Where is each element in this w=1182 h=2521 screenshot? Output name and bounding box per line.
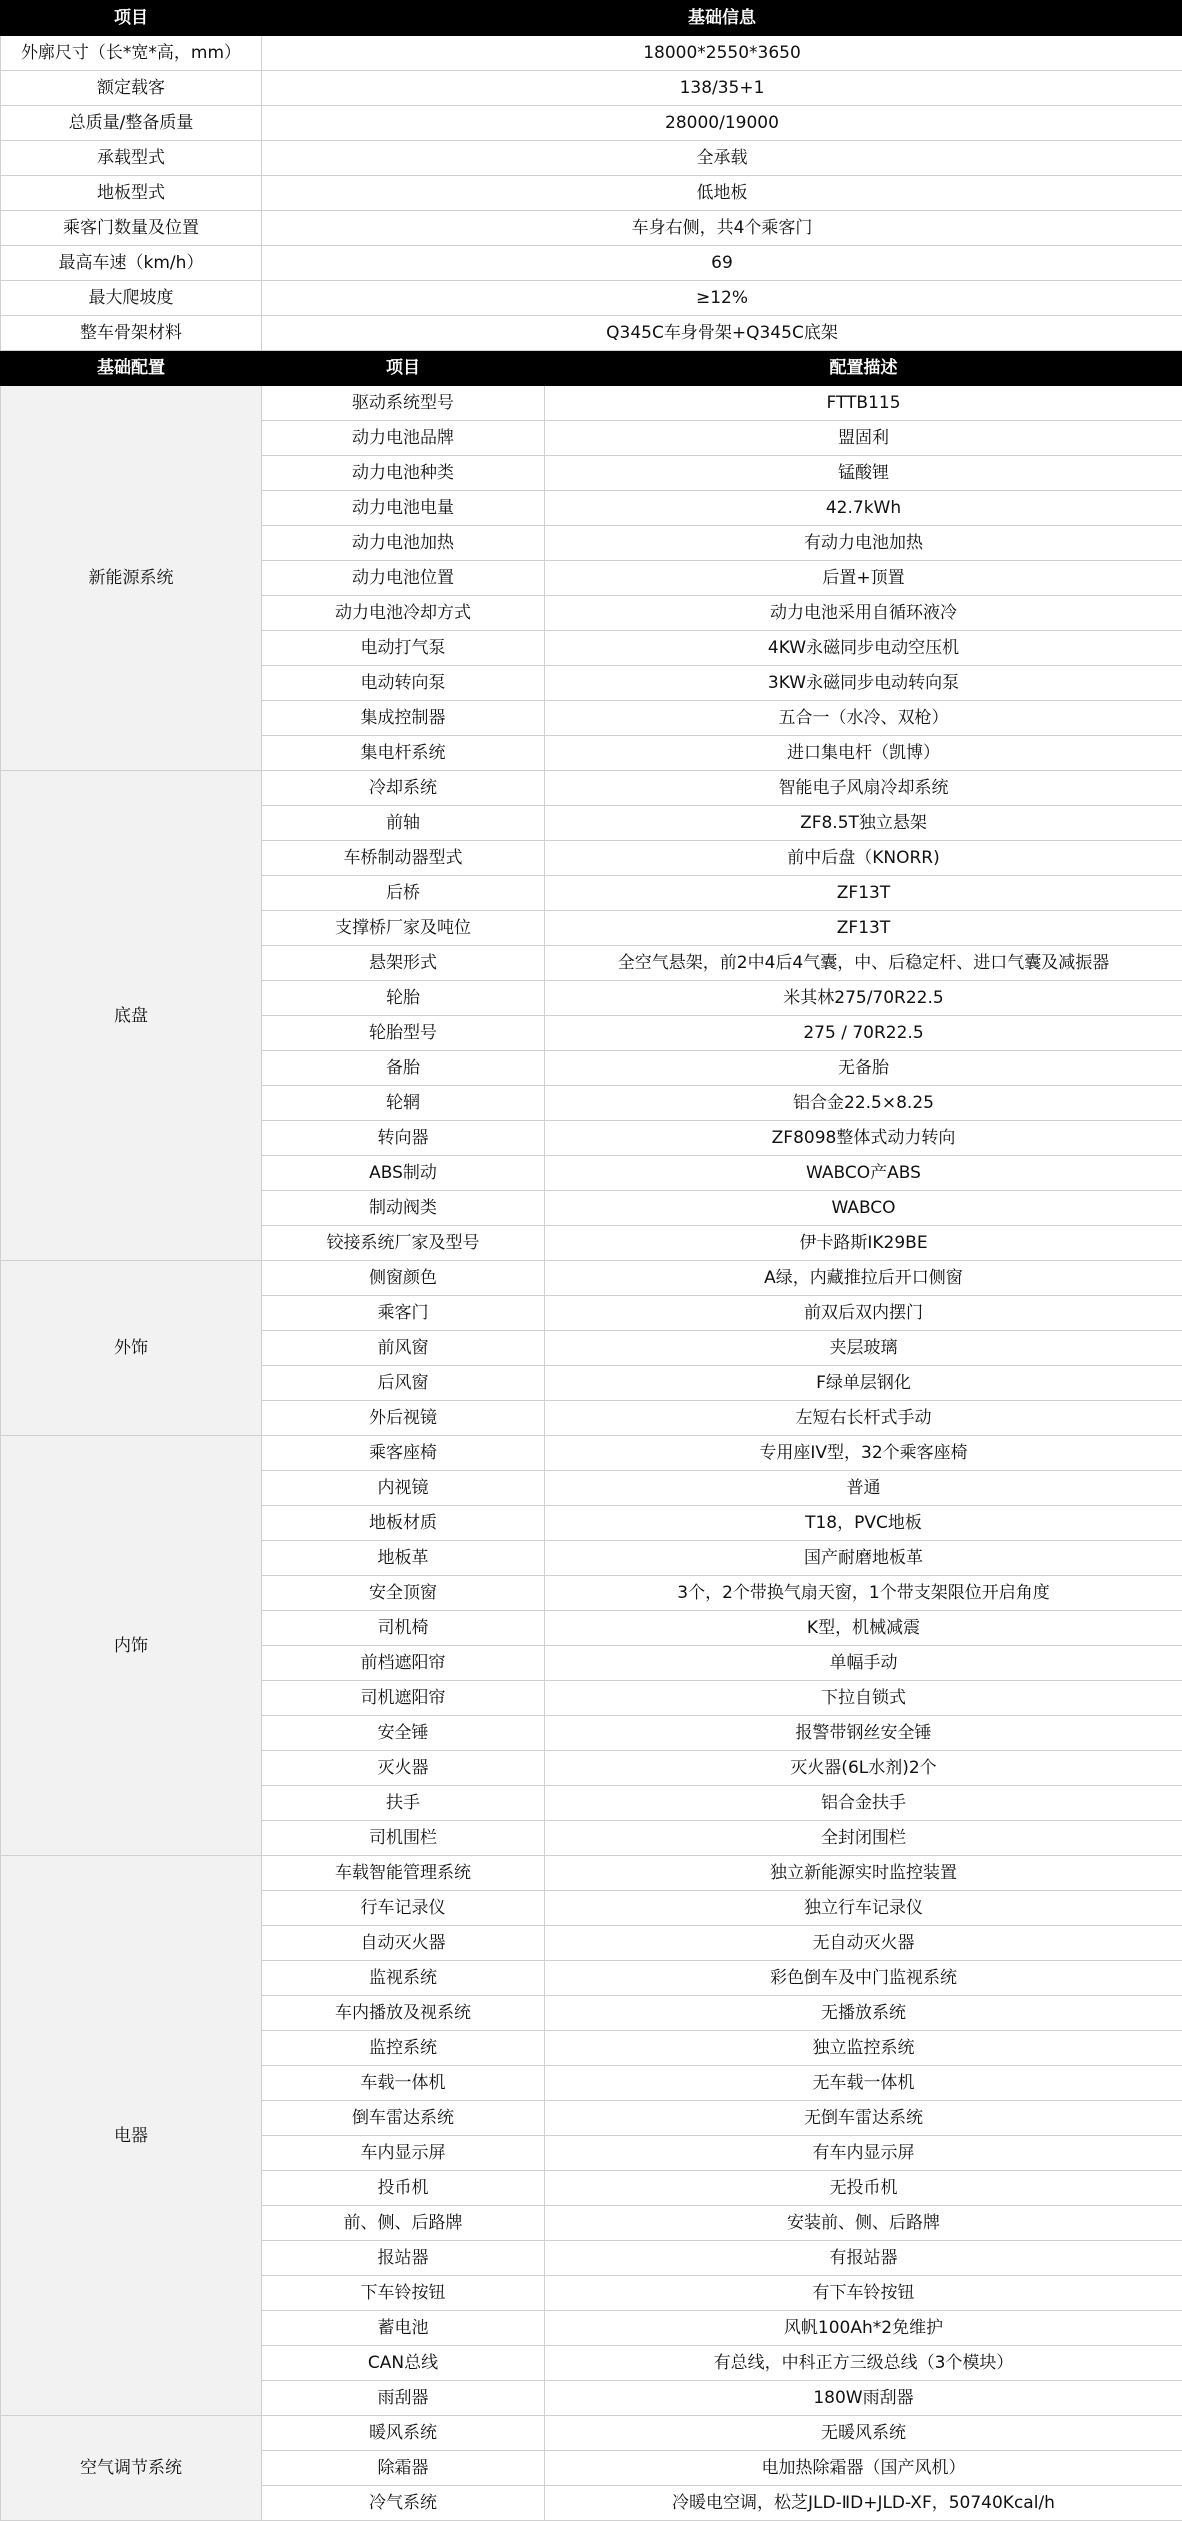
config-row: [1, 386, 1182, 421]
config-header-row: [1, 351, 1182, 386]
config-desc-cell: 米其林275/70R22.5: [545, 981, 1182, 1016]
config-desc-cell: 无暖风系统: [545, 2416, 1182, 2451]
config-item-cell: 内视镜: [262, 1471, 545, 1506]
config-category-header: 基础配置: [1, 351, 262, 386]
config-desc-cell: 全封闭围栏: [545, 1821, 1182, 1856]
basic-info-label: 地板型式: [1, 176, 262, 211]
config-category-cell: 电器: [1, 1856, 262, 2416]
config-item-cell: 司机围栏: [262, 1821, 545, 1856]
config-desc-cell: 无备胎: [545, 1051, 1182, 1086]
basic-info-value: 18000*2550*3650: [262, 36, 1182, 71]
basic-info-label: 最高车速（km/h）: [1, 246, 262, 281]
basic-info-row: [1, 281, 1182, 316]
config-item-header: 项目: [262, 351, 545, 386]
config-item-cell: 集成控制器: [262, 701, 545, 736]
config-desc-header: 配置描述: [545, 351, 1182, 386]
config-item-cell: 乘客门: [262, 1296, 545, 1331]
config-item-cell: 动力电池加热: [262, 526, 545, 561]
config-desc-cell: 180W雨刮器: [545, 2381, 1182, 2416]
config-desc-cell: 下拉自锁式: [545, 1681, 1182, 1716]
config-desc-cell: 前双后双内摆门: [545, 1296, 1182, 1331]
basic-info-label: 最大爬坡度: [1, 281, 262, 316]
basic-info-value: Q345C车身骨架+Q345C底架: [262, 316, 1182, 351]
config-category-cell: 空气调节系统: [1, 2416, 262, 2521]
config-item-cell: 司机椅: [262, 1611, 545, 1646]
spec-table-body: [1, 1, 1182, 2521]
config-desc-cell: 全空气悬架，前2中4后4气囊，中、后稳定杆、进口气囊及减振器: [545, 946, 1182, 981]
config-desc-cell: K型，机械减震: [545, 1611, 1182, 1646]
config-desc-cell: 铝合金扶手: [545, 1786, 1182, 1821]
basic-info-row: [1, 246, 1182, 281]
config-item-cell: 车内显示屏: [262, 2136, 545, 2171]
config-item-cell: 蓄电池: [262, 2311, 545, 2346]
config-item-cell: 监视系统: [262, 1961, 545, 1996]
config-row: [1, 2416, 1182, 2451]
config-row: [1, 1261, 1182, 1296]
config-category-cell: 新能源系统: [1, 386, 262, 771]
config-item-cell: CAN总线: [262, 2346, 545, 2381]
config-row: [1, 1436, 1182, 1471]
config-item-cell: 扶手: [262, 1786, 545, 1821]
basic-info-label: 外廓尺寸（长*宽*高，mm）: [1, 36, 262, 71]
config-desc-cell: T18，PVC地板: [545, 1506, 1182, 1541]
config-item-cell: 电动转向泵: [262, 666, 545, 701]
config-item-cell: 动力电池电量: [262, 491, 545, 526]
basic-info-row: [1, 176, 1182, 211]
config-desc-cell: 前中后盘（KNORR): [545, 841, 1182, 876]
config-item-cell: 投币机: [262, 2171, 545, 2206]
config-desc-cell: 独立行车记录仪: [545, 1891, 1182, 1926]
config-item-cell: 前档遮阳帘: [262, 1646, 545, 1681]
config-item-cell: 制动阀类: [262, 1191, 545, 1226]
config-desc-cell: 报警带钢丝安全锤: [545, 1716, 1182, 1751]
config-item-cell: 下车铃按钮: [262, 2276, 545, 2311]
config-desc-cell: 3KW永磁同步电动转向泵: [545, 666, 1182, 701]
config-desc-cell: 3个，2个带换气扇天窗，1个带支架限位开启角度: [545, 1576, 1182, 1611]
basic-info-value: 28000/19000: [262, 106, 1182, 141]
config-desc-cell: 安装前、侧、后路牌: [545, 2206, 1182, 2241]
basic-info-label: 整车骨架材料: [1, 316, 262, 351]
config-desc-cell: 灭火器(6L水剂)2个: [545, 1751, 1182, 1786]
config-desc-cell: 锰酸锂: [545, 456, 1182, 491]
config-item-cell: 司机遮阳帘: [262, 1681, 545, 1716]
config-desc-cell: 独立新能源实时监控装置: [545, 1856, 1182, 1891]
config-item-cell: 后风窗: [262, 1366, 545, 1401]
config-desc-cell: ZF13T: [545, 876, 1182, 911]
config-row: [1, 771, 1182, 806]
config-item-cell: 安全顶窗: [262, 1576, 545, 1611]
config-item-cell: 前风窗: [262, 1331, 545, 1366]
config-desc-cell: 风帆100Ah*2免维护: [545, 2311, 1182, 2346]
config-item-cell: 监控系统: [262, 2031, 545, 2066]
config-desc-cell: 有车内显示屏: [545, 2136, 1182, 2171]
config-desc-cell: 电加热除霜器（国产风机）: [545, 2451, 1182, 2486]
config-desc-cell: 4KW永磁同步电动空压机: [545, 631, 1182, 666]
config-item-cell: 备胎: [262, 1051, 545, 1086]
config-item-cell: 除霜器: [262, 2451, 545, 2486]
config-item-cell: 暖风系统: [262, 2416, 545, 2451]
config-desc-cell: F绿单层钢化: [545, 1366, 1182, 1401]
config-desc-cell: 专用座IV型，32个乘客座椅: [545, 1436, 1182, 1471]
config-desc-cell: 铝合金22.5×8.25: [545, 1086, 1182, 1121]
config-desc-cell: 有总线，中科正方三级总线（3个模块）: [545, 2346, 1182, 2381]
config-item-cell: 行车记录仪: [262, 1891, 545, 1926]
basic-info-label: 乘客门数量及位置: [1, 211, 262, 246]
config-item-cell: 车桥制动器型式: [262, 841, 545, 876]
config-item-cell: 车载一体机: [262, 2066, 545, 2101]
config-item-cell: 车载智能管理系统: [262, 1856, 545, 1891]
basic-info-label: 额定载客: [1, 71, 262, 106]
config-item-cell: 轮胎: [262, 981, 545, 1016]
config-item-cell: 报站器: [262, 2241, 545, 2276]
basic-info-label: 总质量/整备质量: [1, 106, 262, 141]
config-item-cell: 电动打气泵: [262, 631, 545, 666]
config-item-cell: 轮辋: [262, 1086, 545, 1121]
config-item-cell: ABS制动: [262, 1156, 545, 1191]
config-item-cell: 冷却系统: [262, 771, 545, 806]
config-item-cell: 冷气系统: [262, 2486, 545, 2521]
basic-info-value: 车身右侧，共4个乘客门: [262, 211, 1182, 246]
basic-info-value: 全承载: [262, 141, 1182, 176]
basic-info-row: [1, 36, 1182, 71]
config-desc-cell: 普通: [545, 1471, 1182, 1506]
config-desc-cell: 有下车铃按钮: [545, 2276, 1182, 2311]
config-item-cell: 自动灭火器: [262, 1926, 545, 1961]
config-desc-cell: 夹层玻璃: [545, 1331, 1182, 1366]
config-item-cell: 支撑桥厂家及吨位: [262, 911, 545, 946]
config-item-cell: 动力电池位置: [262, 561, 545, 596]
config-desc-cell: ZF8.5T独立悬架: [545, 806, 1182, 841]
config-item-cell: 地板材质: [262, 1506, 545, 1541]
config-desc-cell: 后置+顶置: [545, 561, 1182, 596]
config-item-cell: 灭火器: [262, 1751, 545, 1786]
config-item-cell: 悬架形式: [262, 946, 545, 981]
config-desc-cell: 左短右长杆式手动: [545, 1401, 1182, 1436]
config-item-cell: 安全锤: [262, 1716, 545, 1751]
config-desc-cell: 有报站器: [545, 2241, 1182, 2276]
config-item-cell: 轮胎型号: [262, 1016, 545, 1051]
config-item-cell: 地板革: [262, 1541, 545, 1576]
config-desc-cell: 五合一（水冷、双枪）: [545, 701, 1182, 736]
config-desc-cell: 伊卡路斯IK29BE: [545, 1226, 1182, 1261]
config-desc-cell: 275 / 70R22.5: [545, 1016, 1182, 1051]
config-desc-cell: 彩色倒车及中门监视系统: [545, 1961, 1182, 1996]
config-item-cell: 外后视镜: [262, 1401, 545, 1436]
basic-info-row: [1, 141, 1182, 176]
config-desc-cell: ZF8098整体式动力转向: [545, 1121, 1182, 1156]
config-desc-cell: 国产耐磨地板革: [545, 1541, 1182, 1576]
config-desc-cell: 智能电子风扇冷却系统: [545, 771, 1182, 806]
basic-info-item-header: 项目: [1, 1, 262, 36]
config-item-cell: 侧窗颜色: [262, 1261, 545, 1296]
config-item-cell: 后桥: [262, 876, 545, 911]
config-desc-cell: 无投币机: [545, 2171, 1182, 2206]
basic-info-row: [1, 71, 1182, 106]
config-desc-cell: A绿，内藏推拉后开口侧窗: [545, 1261, 1182, 1296]
config-item-cell: 前、侧、后路牌: [262, 2206, 545, 2241]
config-item-cell: 乘客座椅: [262, 1436, 545, 1471]
config-desc-cell: WABCO产ABS: [545, 1156, 1182, 1191]
config-category-cell: 外饰: [1, 1261, 262, 1436]
config-row: [1, 1856, 1182, 1891]
config-desc-cell: 冷暖电空调，松芝JLD-ⅡD+JLD-XF，50740Kcal/h: [545, 2486, 1182, 2521]
config-desc-cell: 独立监控系统: [545, 2031, 1182, 2066]
basic-info-label: 承载型式: [1, 141, 262, 176]
config-desc-cell: WABCO: [545, 1191, 1182, 1226]
config-item-cell: 雨刮器: [262, 2381, 545, 2416]
basic-info-value: 138/35+1: [262, 71, 1182, 106]
basic-info-value: ≥12%: [262, 281, 1182, 316]
config-desc-cell: FTTB115: [545, 386, 1182, 421]
config-desc-cell: 有动力电池加热: [545, 526, 1182, 561]
config-item-cell: 动力电池冷却方式: [262, 596, 545, 631]
config-desc-cell: 42.7kWh: [545, 491, 1182, 526]
basic-info-value-header: 基础信息: [262, 1, 1182, 36]
basic-info-row: [1, 211, 1182, 246]
config-item-cell: 转向器: [262, 1121, 545, 1156]
config-item-cell: 铰接系统厂家及型号: [262, 1226, 545, 1261]
basic-info-row: [1, 316, 1182, 351]
config-item-cell: 车内播放及视系统: [262, 1996, 545, 2031]
basic-info-header-row: [1, 1, 1182, 36]
config-desc-cell: 动力电池采用自循环液冷: [545, 596, 1182, 631]
config-desc-cell: 无播放系统: [545, 1996, 1182, 2031]
config-item-cell: 前轴: [262, 806, 545, 841]
config-desc-cell: 无车载一体机: [545, 2066, 1182, 2101]
config-category-cell: 底盘: [1, 771, 262, 1261]
config-desc-cell: 进口集电杆（凯博）: [545, 736, 1182, 771]
config-desc-cell: 盟固利: [545, 421, 1182, 456]
config-desc-cell: 单幅手动: [545, 1646, 1182, 1681]
basic-info-value: 69: [262, 246, 1182, 281]
config-item-cell: 动力电池品牌: [262, 421, 545, 456]
basic-info-value: 低地板: [262, 176, 1182, 211]
config-item-cell: 驱动系统型号: [262, 386, 545, 421]
basic-info-row: [1, 106, 1182, 141]
config-item-cell: 集电杆系统: [262, 736, 545, 771]
config-category-cell: 内饰: [1, 1436, 262, 1856]
config-desc-cell: ZF13T: [545, 911, 1182, 946]
config-desc-cell: 无自动灭火器: [545, 1926, 1182, 1961]
config-item-cell: 动力电池种类: [262, 456, 545, 491]
config-desc-cell: 无倒车雷达系统: [545, 2101, 1182, 2136]
config-item-cell: 倒车雷达系统: [262, 2101, 545, 2136]
